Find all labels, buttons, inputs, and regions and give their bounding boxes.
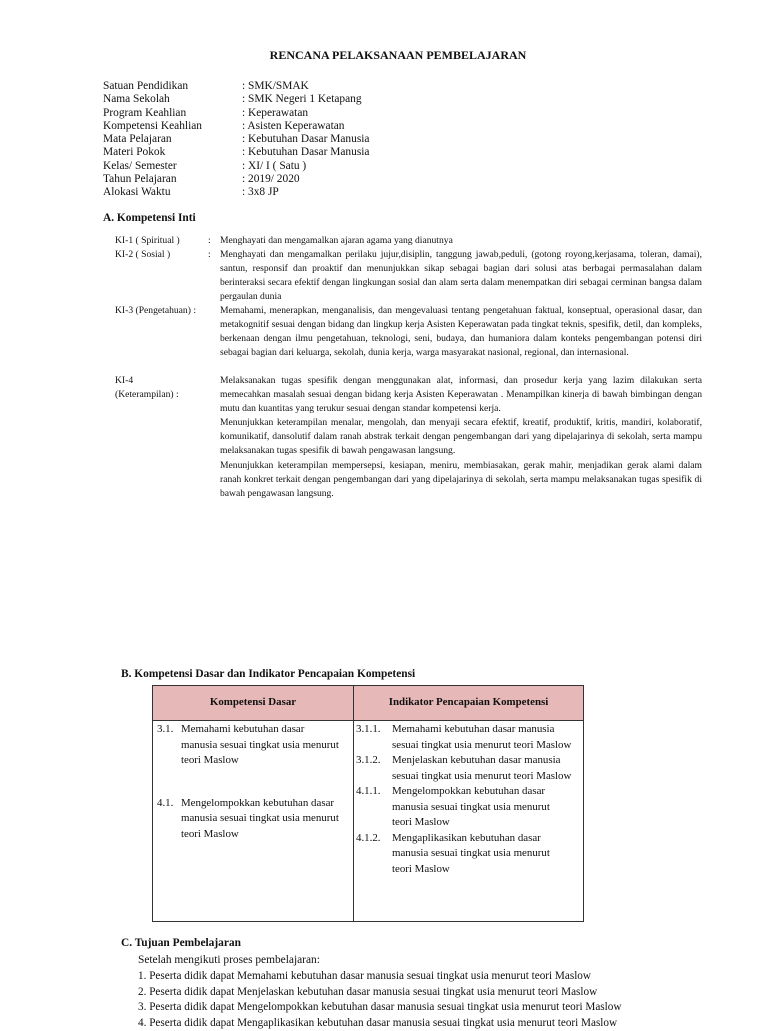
- section-b-heading: B. Kompetensi Dasar dan Indikator Pencapaian Kompetensi: [121, 668, 416, 680]
- ipk-number: 4.1.1.: [356, 785, 381, 797]
- ipk-text: Menjelaskan kebutuhan dasar manusia sesuai tingkat usia menurut teori Maslow: [392, 754, 572, 782]
- kd-cell: [153, 721, 354, 922]
- identity-row: [103, 120, 369, 133]
- ipk-text: Mengaplikasikan kebutuhan dasar manusia sesuai tingkat usia menurut teori Maslow: [392, 831, 550, 875]
- competency-table: [152, 685, 584, 922]
- ipk-item: [354, 831, 583, 878]
- ki4-paragraph: Menunjukkan keterampilan mempersepsi, kesiapan, meniru, membiasakan, gerak mahir, menjadikan gerak alami dalam ranah konkret terkait dengan pengembangan dari yang dipelajarinya di sekolah, serta mampu melaksanakan tugas spesifik di bawah pengawasan langsung.: [220, 459, 702, 499]
- identity-row: [103, 133, 369, 146]
- identity-row: [103, 93, 369, 106]
- section-c-heading: C. Tujuan Pembelajaran: [121, 937, 241, 949]
- identity-table: [103, 80, 369, 200]
- section-a-heading: A. Kompetensi Inti: [103, 212, 196, 224]
- identity-row: [103, 146, 369, 159]
- identity-value: : Keperawatan: [242, 106, 309, 119]
- table-row: [153, 721, 584, 922]
- identity-label: Kelas/ Semester: [103, 159, 177, 172]
- table-header-row: [153, 686, 584, 721]
- ki1-text: Menghayati dan mengamalkan ajaran agama yang dianutnya: [220, 235, 453, 246]
- ipk-item: [354, 722, 583, 753]
- ipk-item: [354, 784, 583, 831]
- identity-value: : Kebutuhan Dasar Manusia: [242, 146, 370, 159]
- identity-value: : Asisten Keperawatan: [242, 119, 345, 132]
- identity-value: : Kebutuhan Dasar Manusia: [242, 133, 370, 146]
- ki4-text: [220, 374, 702, 501]
- ki3-label: KI-3 (Pengetahuan) :: [115, 305, 196, 316]
- ki2-separator: :: [208, 249, 211, 260]
- identity-row: [103, 186, 369, 199]
- objectives-list: [138, 969, 621, 1031]
- ipk-number: 3.1.2.: [356, 754, 381, 766]
- kd-item: [153, 722, 353, 769]
- identity-label: Program Keahlian: [103, 106, 187, 119]
- ki3-text: Memahami, menerapkan, menganalisis, dan mengevaluasi tentang pengetahuan faktual, konseptual, operasional dasar, dan metakognitif sesuai dengan bidang dan lingkup kerja Asisten Keperawatan pada tingkat teknis, spesifik, detil, dan kompleks, berkenaan dengan ilmu pengetahuan, teknologi, seni, budaya, dan humaniora dalam konteks pengembangan potensi diri sebagai bagian dari keluarga, sekolah, dunia kerja, warga masyarakat nasional, regional, dan internasional.: [220, 305, 702, 359]
- list-item: 1. Peserta didik dapat Memahami kebutuhan dasar manusia sesuai tingkat usia menurut teori Maslow: [138, 970, 591, 982]
- ipk-number: 3.1.1.: [356, 723, 381, 735]
- ipk-number: 4.1.2.: [356, 831, 381, 844]
- identity-row: [103, 160, 369, 173]
- list-item: 3. Peserta didik dapat Mengelompokkan kebutuhan dasar manusia sesuai tingkat usia menurut teori Maslow: [138, 1001, 622, 1014]
- ki2-label: KI-2 ( Sosial ): [115, 249, 171, 260]
- identity-value: : SMK Negeri 1 Ketapang: [242, 93, 362, 106]
- identity-row: [103, 107, 369, 120]
- ki1-separator: :: [208, 235, 211, 246]
- document-title: RENCANA PELAKSANAAN PEMBELAJARAN: [269, 48, 527, 62]
- ipk-text: Memahami kebutuhan dasar manusia sesuai tingkat usia menurut teori Maslow: [392, 723, 572, 751]
- ki2-text: Menghayati dan mengamalkan perilaku jujur,disiplin, tanggung jawab,peduli, (gotong royong,kerjasama, toleran, damai), santun, responsif dan proaktif dan menunjukkan sikap sebagai bagian dari solusi atas berbagai permasalahan dalam berinteraksi secara efektif dengan lingkungan sosial dan alam serta dalam menempatkan diri sebagai cerminan bangsa dalam pergaulan dunia: [220, 249, 702, 303]
- identity-value: : 2019/ 2020: [242, 173, 300, 186]
- identity-row: [103, 173, 369, 186]
- ki1-label: KI-1 ( Spiritual ): [115, 235, 180, 246]
- ipk-item: [354, 753, 583, 784]
- identity-value: : XI/ I ( Satu ): [242, 159, 307, 172]
- ki4-paragraph: Melaksanakan tugas spesifik dengan menggunakan alat, informasi, dan prosedur kerja yang lazim dilakukan serta memecahkan masalah sesuai dengan bidang kerja Asisten Keperawatan . Menampilkan kinerja di bawah bimbingan dengan mutu dan kuantitas yang terukur sesuai dengan standar kompetensi kerja.: [220, 375, 702, 415]
- kd-number: 3.1.: [157, 723, 174, 735]
- kd-text: Mengelompokkan kebutuhan dasar manusia sesuai tingkat usia menurut teori Maslow: [181, 796, 339, 840]
- column-header-indikator: Indikator Pencapaian Kompetensi: [354, 686, 584, 721]
- kd-item: [153, 796, 353, 843]
- identity-label: Tahun Pelajaran: [103, 173, 177, 186]
- ki4-label-sub: (Keterampilan) :: [115, 389, 179, 400]
- kd-number: 4.1.: [157, 796, 174, 809]
- ki4-paragraph: Menunjukkan keterampilan menalar, mengolah, dan menyaji secara efektif, kreatif, produktif, kritis, mandiri, kolaboratif, komunikatif, dansolutif dalam ranah abstrak terkait dengan pengembangan dari yang dipelajarinya di sekolah, serta mampu melaksanakan tugas spesifik di bawah pengawasan langsung.: [220, 417, 702, 457]
- ipk-cell: [354, 721, 584, 922]
- identity-label: Satuan Pendidikan: [103, 80, 189, 92]
- identity-label: Alokasi Waktu: [103, 186, 171, 199]
- ipk-text: Mengelompokkan kebutuhan dasar manusia sesuai tingkat usia menurut teori Maslow: [392, 785, 550, 828]
- column-header-kompetensi-dasar: Kompetensi Dasar: [153, 686, 354, 721]
- identity-value: : 3x8 JP: [242, 186, 279, 199]
- section-c-intro: Setelah mengikuti proses pembelajaran:: [138, 954, 320, 966]
- list-item: 4. Peserta didik dapat Mengaplikasikan kebutuhan dasar manusia sesuai tingkat usia menurut teori Maslow: [138, 1016, 618, 1029]
- identity-label: Nama Sekolah: [103, 93, 170, 106]
- identity-label: Materi Pokok: [103, 146, 166, 159]
- list-item: 2. Peserta didik dapat Menjelaskan kebutuhan dasar manusia sesuai tingkat usia menurut teori Maslow: [138, 985, 598, 998]
- identity-label: Kompetensi Keahlian: [103, 119, 203, 132]
- identity-label: Mata Pelajaran: [103, 133, 172, 146]
- identity-value: : SMK/SMAK: [242, 80, 309, 92]
- identity-row: [103, 80, 369, 93]
- ki4-label: KI-4: [115, 375, 134, 386]
- kd-text: Memahami kebutuhan dasar manusia sesuai tingkat usia menurut teori Maslow: [181, 723, 339, 766]
